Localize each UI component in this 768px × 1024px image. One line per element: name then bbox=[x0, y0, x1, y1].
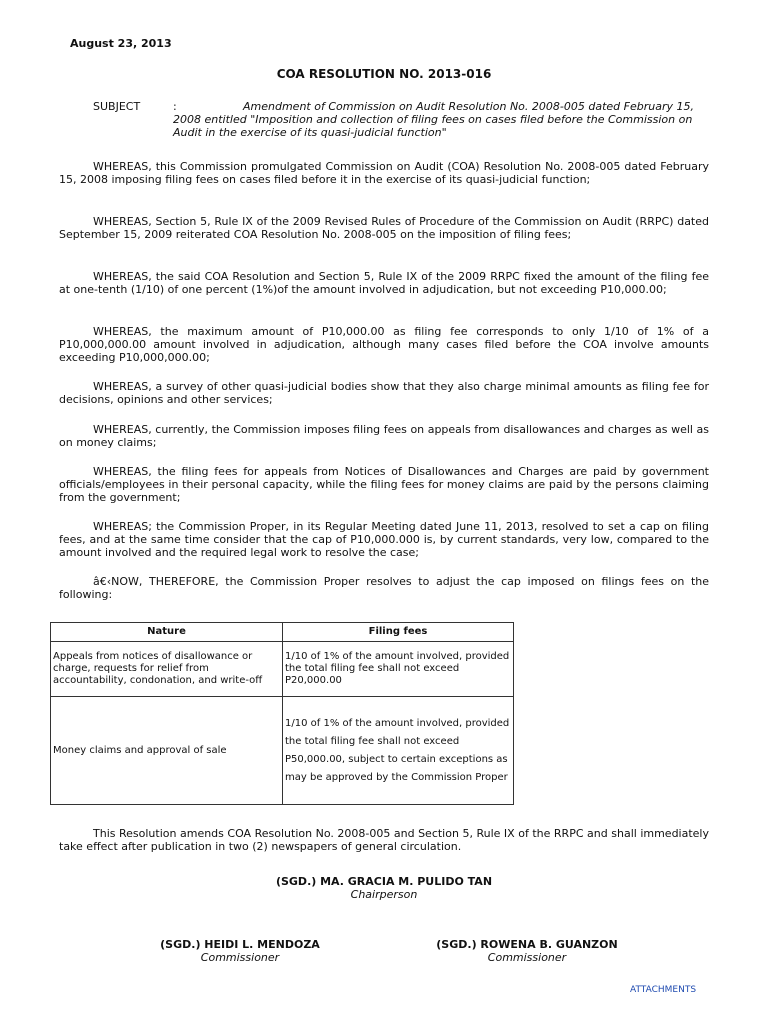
signatory-name: (SGD.) ROWENA B. GUANZON bbox=[436, 938, 618, 951]
cell-filing-fee: 1/10 of 1% of the amount involved, provided the total filing fee shall not exceed P50,000.00, subject to certain exceptions as may be approved by the Commission Proper bbox=[283, 697, 514, 805]
signatory-name: (SGD.) HEIDI L. MENDOZA bbox=[160, 938, 320, 951]
table-row bbox=[51, 697, 514, 805]
resolution-date: August 23, 2013 bbox=[70, 37, 172, 50]
header-nature: Nature bbox=[51, 623, 283, 642]
paragraph-closing: This Resolution amends COA Resolution No. 2008-005 and Section 5, Rule IX of the RRPC and shall immediately take effect after publication in two (2) newspapers of general circulation. bbox=[59, 827, 709, 853]
cell-nature: Appeals from notices of disallowance or charge, requests for relief from accountability, condonation, and write-off bbox=[51, 642, 283, 697]
signatory-title: Commissioner bbox=[487, 951, 567, 964]
paragraph-whereas-5: WHEREAS, a survey of other quasi-judicial bodies show that they also charge minimal amounts as filing fee for decisions, opinions and other services; bbox=[59, 380, 709, 406]
paragraph-whereas-4: WHEREAS, the maximum amount of P10,000.00 as filing fee corresponds to only 1/10 of 1% of a P10,000,000.00 amount involved in adjudication, although many cases filed before the COA involve amounts exceeding P10,000,000.00; bbox=[59, 325, 709, 364]
filing-fees-table bbox=[50, 622, 514, 805]
signatory-title: Chairperson bbox=[350, 888, 418, 901]
signatory-title: Commissioner bbox=[200, 951, 280, 964]
paragraph-whereas-3: WHEREAS, the said COA Resolution and Section 5, Rule IX of the 2009 RRPC fixed the amount of the filing fee at one-tenth (1/10) of one percent (1%)of the amount involved in adjudication, but not exceeding P10,000.00; bbox=[59, 270, 709, 296]
header-filing-fees: Filing fees bbox=[283, 623, 514, 642]
paragraph-whereas-7: WHEREAS, the filing fees for appeals from Notices of Disallowances and Charges are paid by government officials/employees in their personal capacity, while the filing fees for money claims are paid by the persons claiming from the government; bbox=[59, 465, 709, 504]
paragraph-whereas-6: WHEREAS, currently, the Commission imposes filing fees on appeals from disallowances and charges as well as on money claims; bbox=[59, 423, 709, 449]
signatory-name: (SGD.) MA. GRACIA M. PULIDO TAN bbox=[275, 875, 493, 888]
paragraph-now-therefore: â€‹NOW, THEREFORE, the Commission Proper resolves to adjust the cap imposed on filings fees on the following: bbox=[59, 575, 709, 601]
subject-label: SUBJECT bbox=[93, 100, 141, 113]
signature-commissioner-left bbox=[100, 938, 380, 964]
subject-text: Amendment of Commission on Audit Resolution No. 2008-005 dated February 15, 2008 entitled "Imposition and collection of filing fees on cases filed before the Commission on Audit in the exercise of its quasi-judicial function" bbox=[173, 100, 694, 139]
subject-colon: : bbox=[173, 100, 177, 113]
paragraph-whereas-1: WHEREAS, this Commission promulgated Commission on Audit (COA) Resolution No. 2008-005 dated February 15, 2008 imposing filing fees on cases filed before it in the exercise of its quasi-judicial function; bbox=[59, 160, 709, 186]
signature-commissioner-right bbox=[390, 938, 664, 964]
table-row bbox=[51, 642, 514, 697]
paragraph-whereas-2: WHEREAS, Section 5, Rule IX of the 2009 Revised Rules of Procedure of the Commission on Audit (RRPC) dated September 15, 2009 reiterated COA Resolution No. 2008-005 on the imposition of filing fees; bbox=[59, 215, 709, 241]
signature-chairperson bbox=[184, 875, 584, 901]
cell-nature: Money claims and approval of sale bbox=[51, 697, 283, 805]
cell-filing-fee: 1/10 of 1% of the amount involved, provided the total filing fee shall not exceed P20,000.00 bbox=[283, 642, 514, 697]
paragraph-whereas-8: WHEREAS; the Commission Proper, in its Regular Meeting dated June 11, 2013, resolved to set a cap on filing fees, and at the same time consider that the cap of P10,000.000 is, by current standards, very low, compared to the amount involved and the required legal work to resolve the case; bbox=[59, 520, 709, 559]
resolution-title: COA RESOLUTION NO. 2013-016 bbox=[276, 67, 492, 81]
attachments-link[interactable]: ATTACHMENTS bbox=[630, 985, 697, 995]
table-header-row bbox=[51, 623, 514, 642]
